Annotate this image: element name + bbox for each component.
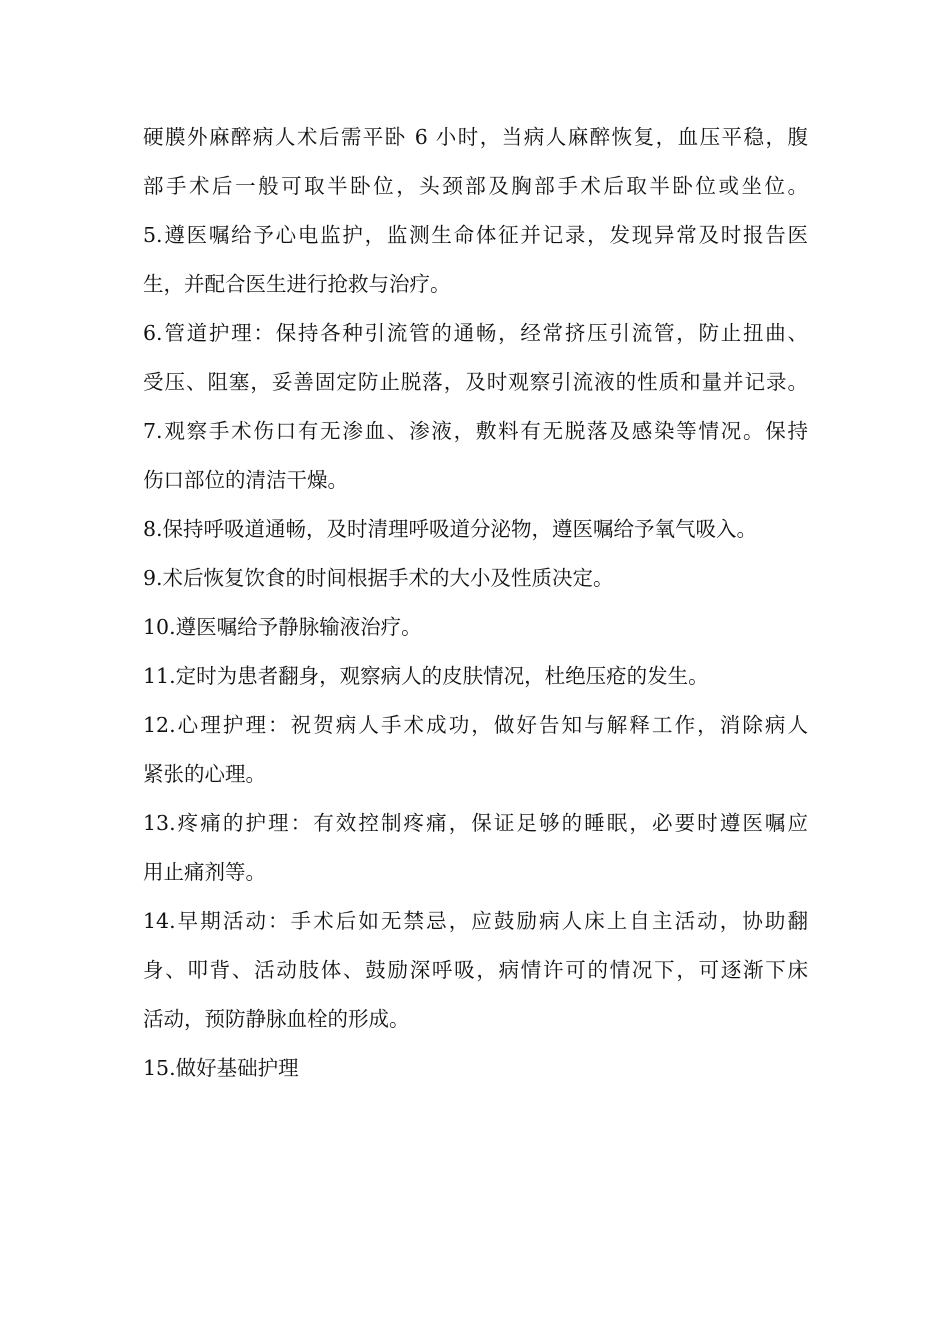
text-line: 紧张的心理。 xyxy=(143,762,266,786)
text-line: 5.遵医嘱给予心电监护，监测生命体征并记录，发现异常及时报告医 xyxy=(143,223,808,247)
text-line: 14.早期活动：手术后如无禁忌，应鼓励病人床上自主活动，协助翻 xyxy=(143,909,808,933)
text-line: 身、叩背、活动肢体、鼓励深呼吸，病情许可的情况下，可逐渐下床 xyxy=(143,958,808,982)
text-line: 11.定时为患者翻身，观察病人的皮肤情况，杜绝压疮的发生。 xyxy=(143,664,709,688)
text-line: 12.心理护理：祝贺病人手术成功，做好告知与解释工作，消除病人 xyxy=(143,713,808,737)
text-line: 9.术后恢复饮食的时间根据手术的大小及性质决定。 xyxy=(143,566,614,590)
document-body xyxy=(143,116,808,1096)
text-line: 6.管道护理：保持各种引流管的通畅，经常挤压引流管，防止扭曲、 xyxy=(143,321,808,345)
text-line: 硬膜外麻醉病人术后需平卧 6 小时，当病人麻醉恢复，血压平稳，腹 xyxy=(143,125,808,149)
text-line: 7.观察手术伤口有无渗血、渗液，敷料有无脱落及感染等情况。保持 xyxy=(143,419,808,443)
text-line: 13.疼痛的护理：有效控制疼痛，保证足够的睡眠，必要时遵医嘱应 xyxy=(143,811,808,835)
text-line: 8.保持呼吸道通畅，及时清理呼吸道分泌物，遵医嘱给予氧气吸入。 xyxy=(143,517,758,541)
text-line: 活动，预防静脉血栓的形成。 xyxy=(143,1007,410,1031)
text-line: 用止痛剂等。 xyxy=(143,860,266,884)
text-line: 受压、阻塞，妥善固定防止脱落，及时观察引流液的性质和量并记录。 xyxy=(143,370,808,394)
text-line: 伤口部位的清洁干燥。 xyxy=(143,468,348,492)
text-line: 部手术后一般可取半卧位，头颈部及胸部手术后取半卧位或坐位。 xyxy=(143,174,808,198)
text-line: 10.遵医嘱给予静脉输液治疗。 xyxy=(143,615,422,639)
text-line: 生，并配合医生进行抢救与治疗。 xyxy=(143,272,451,296)
text-line: 15.做好基础护理 xyxy=(143,1056,299,1080)
